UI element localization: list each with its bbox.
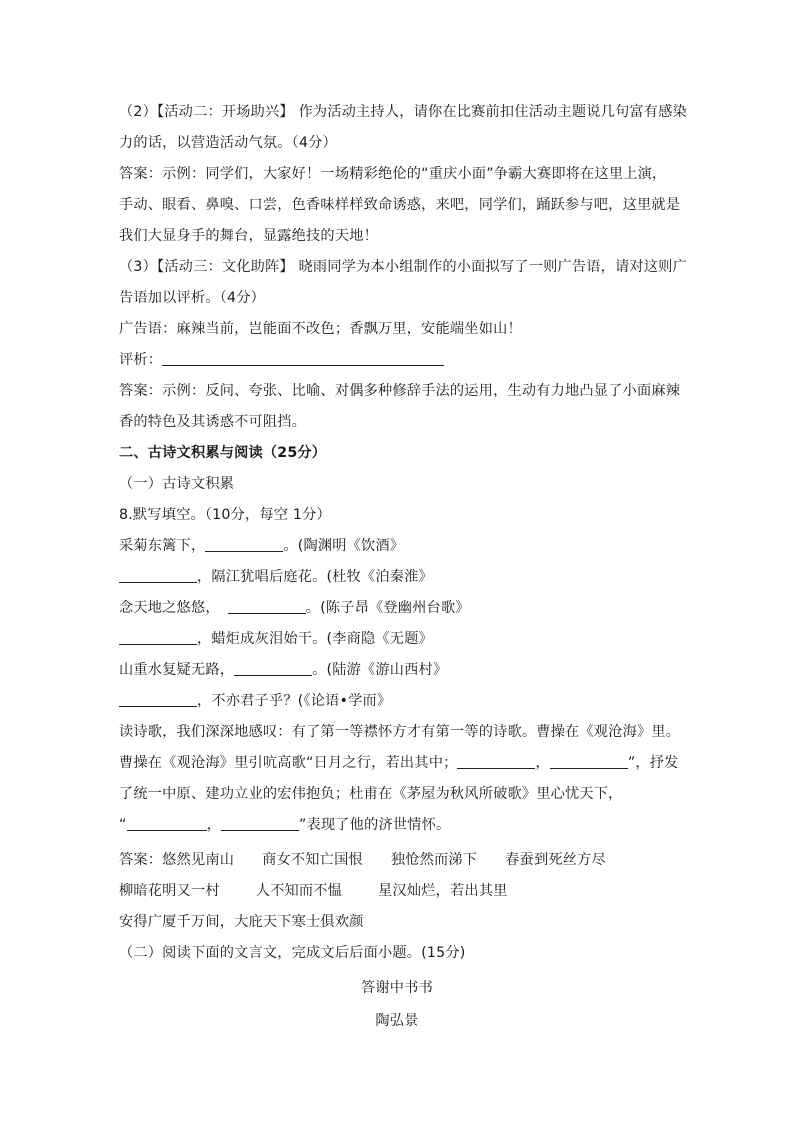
fill-2-text: ，隔江犹唱后庭花。(杜牧《泊秦淮》 (197, 569, 433, 585)
section2-heading: 二、古诗文积累与阅读（25分） (119, 445, 327, 461)
fill-6-blank (119, 692, 197, 707)
fill-1-source: 。(陶渊明《饮酒》 (283, 538, 405, 554)
q3-prompt-line2: 告语加以评析。（4分） (119, 290, 266, 306)
reading-line4 (119, 816, 450, 834)
passage-author: 陶弘景 (375, 1013, 419, 1029)
q2-prompt-line1: （2）【活动二：开场助兴】 作为活动主持人，请你在比赛前扣住活动主题说几句富有感染 (119, 104, 687, 120)
fill-5-text: 山重水复疑无路， (119, 662, 235, 678)
q3-answer-line1: 答案：示例：反问、夸张、比喻、对偶多种修辞手法的运用，生动有力地凸显了小面麻辣 (119, 383, 681, 399)
reading-blank-2 (550, 754, 628, 769)
reading-line3: 了统一中原、建功立业的宏伟抱负；杜甫在《茅屋为秋风所破歌》里心忧天下， (119, 786, 623, 802)
section2-sub1: （一）古诗文积累 (119, 476, 235, 492)
fill-3-source: 。(陈子昂《登幽州台歌》 (305, 600, 470, 616)
answer-5: 柳暗花明又一村 (119, 883, 220, 899)
fill-3-blank (228, 599, 306, 614)
fill-2-blank (119, 568, 197, 583)
fill-6-text: ，不亦君子乎？(《论语•学而》 (197, 693, 392, 709)
reading-line2-end: ”，抒发 (627, 755, 679, 771)
reading-line2 (119, 754, 679, 772)
reading-blank-4 (221, 816, 299, 831)
q3-ad-slogan: 广告语：麻辣当前，岂能面不改色；香飘万里，安能端坐如山！ (119, 321, 522, 337)
reading-open-quote: “ (119, 817, 127, 833)
q8-prompt: 8.默写填空。（10分，每空 1分） (119, 507, 331, 523)
reading-comma-2: ， (206, 817, 221, 833)
q3-comment-label: 评析： (119, 352, 163, 368)
q2-answer-line3: 我们大显身手的舞台，显露绝技的天地！ (119, 228, 378, 244)
answer-row-1 (119, 851, 606, 869)
fill-1-text: 采菊东篱下， (119, 538, 206, 554)
fill-4-blank (119, 630, 197, 645)
fill-1-blank (205, 537, 283, 552)
fill-row-5 (119, 661, 447, 679)
fill-row-6 (119, 692, 391, 710)
fill-5-source: 。(陆游《游山西村》 (312, 662, 448, 678)
section2-sub2: （二）阅读下面的文言文，完成文后后面小题。(15分) (119, 945, 466, 961)
answer-4: 春蚕到死丝方尽 (505, 852, 606, 868)
fill-row-1 (119, 537, 404, 555)
answer-1: 悠然见南山 (162, 852, 235, 868)
reading-blank-3 (127, 816, 207, 831)
q3-comment-blank (162, 351, 444, 366)
q2-prompt-line2: 力的话，以营造活动气氛。（4分） (119, 135, 337, 151)
q3-comment-row (119, 351, 444, 369)
reading-line1: 读诗歌，我们深深地感叹：有了第一等襟怀方才有第一等的诗歌。曹操在《观沧海》里。 (119, 724, 681, 740)
reading-blank-1 (457, 754, 535, 769)
reading-line2-text: 曹操在《观沧海》里引吭高歌“日月之行，若出其中； (119, 755, 458, 771)
reading-line4-end: ”表现了他的济世情怀。 (298, 817, 451, 833)
answer-3: 独怆然而涕下 (390, 852, 478, 868)
answer-row-2 (119, 882, 508, 900)
passage-title: 答谢中书书 (361, 980, 433, 996)
answer-6: 人不知而不愠 (255, 883, 343, 899)
q2-answer-line2: 手动、眼看、鼻嗅、口尝，色香味样样致命诱惑，来吧，同学们，踊跃参与吧，这里就是 (119, 197, 681, 213)
reading-comma-1: ， (535, 755, 550, 771)
fill-row-3 (119, 599, 470, 617)
answer-2: 商女不知亡国恨 (262, 852, 363, 868)
fill-row-4 (119, 630, 433, 648)
fill-3-text: 念天地之悠悠， (119, 600, 220, 616)
fill-4-text: ，蜡炬成灰泪始干。(李商隐《无题》 (197, 631, 433, 647)
fill-row-2 (119, 568, 433, 586)
answer-row-3: 安得广厦千万间，大庇天下寒士俱欢颜 (119, 914, 364, 930)
q2-answer-line1: 答案：示例：同学们，大家好！一场精彩绝伦的“重庆小面”争霸大赛即将在这里上演， (119, 166, 667, 182)
answer-label: 答案： (119, 852, 163, 868)
answer-7: 星汉灿烂，若出其里 (378, 883, 508, 899)
q3-answer-line2: 香的特色及其诱惑不可阻挡。 (119, 414, 307, 430)
fill-5-blank (234, 661, 312, 676)
q3-prompt-line1: （3）【活动三：文化助阵】 晓雨同学为本小组制作的小面拟写了一则广告语，请对这则广 (119, 259, 687, 275)
